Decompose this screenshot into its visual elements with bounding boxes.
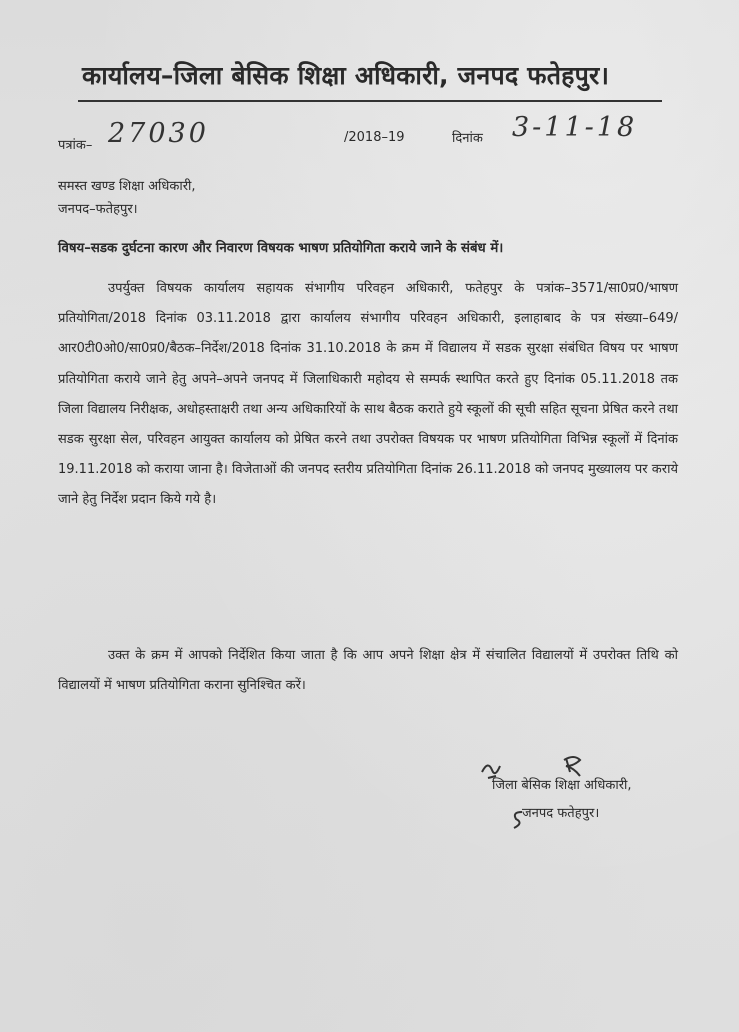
signatory-district: जनपद फतेहपुर। [522, 806, 600, 821]
date-label: दिनांक [452, 131, 483, 146]
addressee-line-2: जनपद–फतेहपुर। [58, 202, 138, 217]
office-heading: कार्यालय–जिला बेसिक शिक्षा अधिकारी, जनपद फतेहपुर। [82, 61, 610, 90]
reference-number-handwritten: 27030 [108, 118, 209, 149]
addressee-line-1: समस्त खण्ड शिक्षा अधिकारी, [58, 179, 196, 194]
date-handwritten: 3-11-18 [512, 112, 638, 143]
initial-mark [510, 808, 526, 830]
subject-line: विषय–सडक दुर्घटना कारण और निवारण विषयक भाषण प्रतियोगिता कराये जाने के संबंध में। [58, 241, 504, 256]
reference-year: /2018–19 [344, 130, 405, 145]
signatory-title: जिला बेसिक शिक्षा अधिकारी, [492, 778, 632, 793]
reference-label: पत्रांक– [58, 138, 93, 153]
heading-underline [78, 100, 662, 102]
body-paragraph-2: उक्त के क्रम में आपको निर्देशित किया जाता है कि आप अपने शिक्षा क्षेत्र में संचालित विद्यालयों में उपरोक्त तिथि को विद्यालयों में भाषण प्रतियोगिता कराना सुनिश्चित करें। [58, 648, 678, 694]
body-paragraph-1: उपर्युक्त विषयक कार्यालय सहायक संभागीय परिवहन अधिकारी, फतेहपुर के पत्रांक–3571/सा0प्र0/भाषण प्रतियोगिता/2018 दिनांक 03.11.2018 द्वारा कार्यालय संभागीय परिवहन अधिकारी, इलाहाबाद के पत्र संख्या–649/आर0टी0ओ0/सा0प्र0/बैठक–निर्देश/2018 दिनांक 31.10.2018 के क्रम में विद्यालय में सडक सुरक्षा संबंधित विषय पर भाषण प्रतियोगिता कराये जाने हेतु अपने–अपने जनपद में जिलाधिकारी महोदय से सम्पर्क स्थापित करते हुए दिनांक 05.11.2018 तक जिला विद्यालय निरीक्षक, अधोहस्ताक्षरी तथा अन्य अधिकारियों के साथ बैठक कराते हुये स्कूलों की सूची सहित सूचना प्रेषित करने तथा सडक सुरक्षा सेल, परिवहन आयुक्त कार्यालय को प्रेषित करने तथा उपरोक्त विषयक पर भाषण प्रतियोगिता विभिन्न स्कूलों में दिनांक 19.11.2018 को कराया जाना है। विजेताओं की जनपद स्तरीय प्रतियोगिता दिनांक 26.11.2018 को जनपद मुख्यालय पर कराये जाने हेतु निर्देश प्रदान किये गये है। [58, 281, 678, 508]
